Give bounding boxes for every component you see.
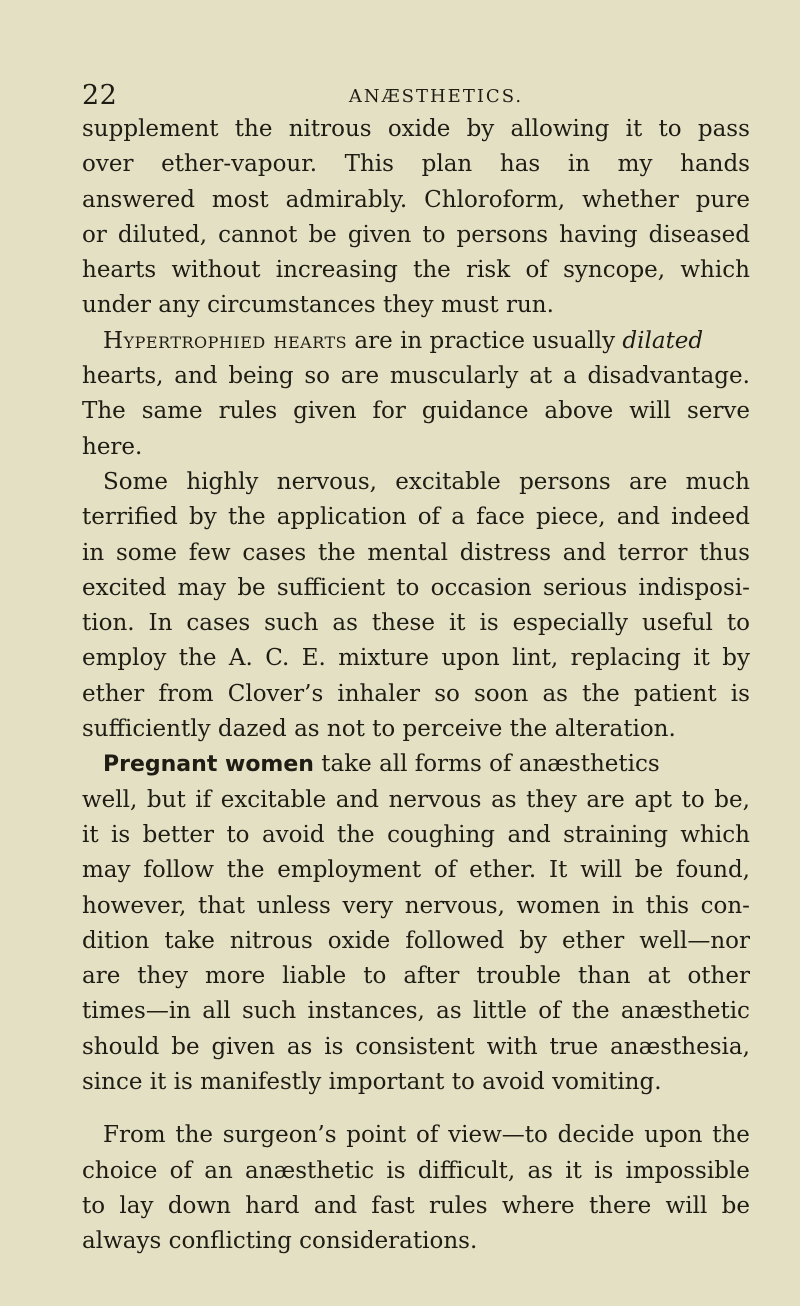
paragraph-hypertrophied-hearts-first-line	[82, 324, 750, 359]
text-run: are in practice usually	[347, 327, 623, 354]
text-line: it is better to avoid the coughing and straining which	[82, 821, 750, 848]
text-line: hearts, and being so are muscularly at a disadvantage.	[82, 363, 750, 390]
paragraph-heading: Hypertrophied hearts	[103, 327, 348, 354]
paragraph-heading: Pregnant women	[103, 752, 314, 778]
text-line: may follow the employment of ether. It will be found,	[82, 857, 750, 884]
text-line: employ the A. C. E. mixture upon lint, replacing it by	[82, 645, 750, 672]
text-line: here.	[82, 433, 143, 460]
text-line: answered most admirably. Chloroform, whether pure	[82, 186, 750, 213]
text-line: dition take nitrous oxide followed by ether well—nor	[82, 927, 750, 954]
text-line: supplement the nitrous oxide by allowing it to pass	[82, 116, 750, 142]
text-run: take all forms of anæsthetics	[313, 751, 660, 778]
text-line: well, but if excitable and nervous as they are apt to be,	[82, 786, 750, 813]
text-line: hearts without increasing the risk of syncope, which	[82, 257, 750, 284]
text-line: choice of an anæsthetic is difficult, as it is impossible	[82, 1157, 750, 1184]
text-line: tion. In cases such as these it is especially useful to	[82, 610, 750, 637]
running-head: ANÆSTHETICS.	[348, 86, 524, 107]
text-line: since it is manifestly important to avoid vomiting.	[82, 1069, 662, 1096]
text-line: are they more liable to after trouble than at other	[82, 963, 750, 990]
text-line: under any circumstances they must run.	[82, 292, 554, 319]
text-line: sufficiently dazed as not to perceive the alteration.	[82, 716, 676, 743]
text-line: in some few cases the mental distress and terror thus	[82, 539, 750, 566]
text-line: to lay down hard and fast rules where there will be	[82, 1192, 750, 1219]
paragraph-pregnant-women-first-line	[82, 747, 750, 782]
text-line: From the surgeon’s point of view—to decide upon the	[103, 1122, 750, 1149]
text-line: times—in all such instances, as little of the anæsthetic	[82, 998, 750, 1025]
page-number: 22	[82, 80, 118, 111]
text-line: should be given as is consistent with true anæsthesia,	[82, 1033, 750, 1060]
emphasis-text: dilated	[622, 327, 704, 354]
text-line: always conflicting considerations.	[82, 1228, 478, 1255]
text-line: terrified by the application of a face piece, and indeed	[82, 504, 750, 531]
text-line: ether from Clover’s inhaler so soon as the patient is	[82, 680, 750, 707]
text-line: over ether-vapour. This plan has in my hands	[82, 151, 750, 178]
paragraph-gap	[82, 1100, 750, 1118]
text-line: however, that unless very nervous, women in this con-	[82, 892, 750, 919]
text-line: Some highly nervous, excitable persons are much	[103, 468, 750, 495]
text-line: The same rules given for guidance above will serve	[82, 398, 750, 425]
body-text	[82, 112, 750, 1260]
text-line: or diluted, cannot be given to persons having diseased	[82, 221, 750, 248]
text-line: excited may be sufficient to occasion serious indisposi-	[82, 574, 750, 601]
